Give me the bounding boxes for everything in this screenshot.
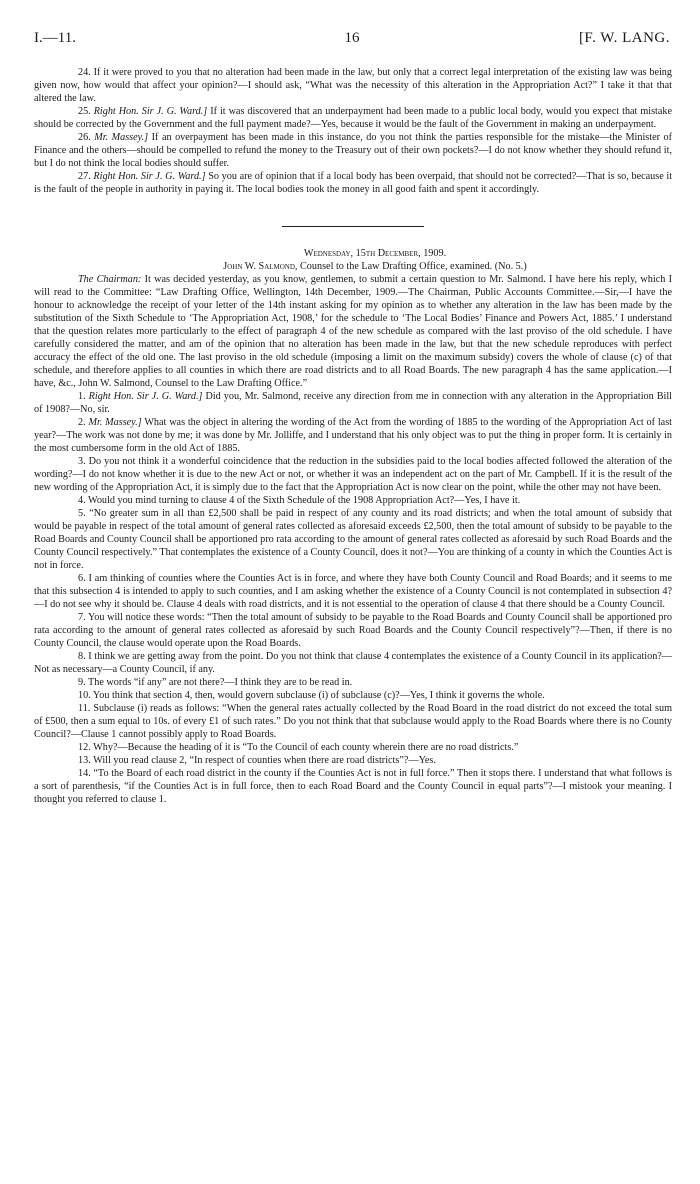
question-number: 27.: [78, 171, 91, 182]
question-paragraph: [34, 676, 672, 689]
question-text: If it were proved to you that no alteration had been made in the law, but only that a correct legal interpretation of the existing law was being given now, how would that affect your opinion?—I should ask, “What was the necessity of this alteration in the Appropriation Act?” I take it that that altered the law.: [34, 67, 672, 104]
witness-description: Counsel to the Law Drafting Office, examined. (No. 5.): [300, 261, 527, 272]
question-number: 14.: [78, 768, 91, 779]
question-text: Would you mind turning to clause 4 of the Sixth Schedule of the 1908 Appropriation Act?—Yes, I have it.: [88, 495, 521, 506]
question-paragraph: [34, 66, 672, 105]
question-text: Do you not think it a wonderful coincidence that the reduction in the subsidies paid to the local bodies affected followed the alteration of the wording?—I do not know whether it is due to the new Act or not, or whether it was an independent act on the part of Mr. Campbell. If it is the result of the new wording of the Appropriation Act, it is simply due to the fact that the Appropriation Act is now clear on the point, while the other may not have been.: [34, 456, 673, 493]
question-number: 11.: [78, 703, 91, 714]
question-text: If it was discovered that an underpayment had been made to a public local body, would you expect that mistake should be corrected by the Government and the full payment made?—Yes, because it would be the fault of the Government in making an underpayment.: [34, 106, 673, 130]
question-text: Did you, Mr. Salmond, receive any direction from me in connection with any alteration in the Appropriation Bill of 1908?—No, sir.: [34, 391, 673, 415]
question-text: I am thinking of counties where the Counties Act is in force, and where they have both County Council and Road Boards; and it seems to me that this subsection 4 is intended to apply to such counties, and I am asking whether the existence of a County Council is not contemplated in subsection 4?—I do not see why it should be. Clause 4 deals with road districts, and it is not essential to the operation of clause 4 that there should be a County Council.: [34, 573, 673, 610]
sitting-date-heading: Wednesday, 15th December, 1909.: [303, 248, 447, 259]
question-text: You will notice these words: “Then the total amount of subsidy to be payable to the Road Boards and County Council shall be apportioned pro rata according to the amount of general rates collected as aforesaid by such Road Boards and the County Council respectively”?—Then, if there is no County Council, the clause would operate upon the Road Boards.: [34, 612, 672, 649]
question-number: 26.: [78, 132, 91, 143]
question-text: Will you read clause 2, “In respect of counties when there are road districts”?—Yes.: [93, 755, 436, 766]
question-text: Why?—Because the heading of it is “To the Council of each county wherein there are no road districts.”: [93, 742, 519, 753]
question-paragraph: [34, 689, 672, 702]
question-number: 3.: [78, 456, 86, 467]
question-text: I think we are getting away from the point. Do you not think that clause 4 contemplates the existence of a County Council in its application?—Not as necessary—a County Council, if any.: [34, 651, 672, 675]
question-paragraph: [34, 507, 672, 572]
question-paragraph: [34, 131, 672, 170]
question-number: 12.: [78, 742, 91, 753]
question-text: “To the Board of each road district in the county if the Counties Act is not in full force.” Then it stops there. I understand that what follows is a sort of parenthesis, “if the Counties Act is in full force, then to each Road Board and the County Council in equal parts”?—I mistook your meaning. I thought you referred to clause 1.: [34, 768, 673, 805]
evidence-part-2: [34, 390, 672, 806]
question-number: 24.: [78, 67, 91, 78]
question-text: “No greater sum in all than £2,500 shall be paid in respect of any county and its road districts; and when the total amount of subsidy that would be payable in respect of the total amount of general rates collected as aforesaid exceeds £2,500, then the total amount of subsidy to be payable to the Road Boards and County Council shall be apportioned pro rata according to the amount of general rates collected as aforesaid by such Road Boards and the County Council respectively.” That contemplates the existence of a County Council, does it not?—You are thinking of a county in which the Counties Act is not in force.: [34, 508, 672, 571]
evidence-part-1: [34, 66, 672, 196]
speaker: Right Hon. Sir J. G. Ward.]: [88, 391, 203, 402]
question-number: 13.: [78, 755, 91, 766]
question-paragraph: [34, 170, 672, 196]
question-paragraph: [34, 455, 672, 494]
question-paragraph: [34, 754, 672, 767]
question-number: 2.: [78, 417, 86, 428]
question-text: The words “if any” are not there?—I think they are to be read in.: [88, 677, 353, 688]
question-paragraph: [34, 572, 672, 611]
question-paragraph: [34, 494, 672, 507]
question-number: 8.: [78, 651, 86, 662]
witness-name: John W. Salmond,: [223, 261, 298, 272]
question-text: Subclause (i) reads as follows: “When the general rates actually collected by the Road Board in the road district do not exceed the total sum of £500, then a sum equal to 10s. of every £1 of such rates.” Do you not think that that subclause would apply to the Road Boards where there is no County Council?—Clause 1 cannot possibly apply to Road Boards.: [34, 703, 672, 740]
question-paragraph: [34, 741, 672, 754]
question-paragraph: [34, 390, 672, 416]
speaker: Right Hon. Sir J. G. Ward.]: [93, 171, 206, 182]
question-number: 10.: [78, 690, 91, 701]
question-number: 7.: [78, 612, 86, 623]
question-text: It was decided yesterday, as you know, gentlemen, to submit a certain question to Mr. Salmond. I have here his reply, which I will read to the Committee: “Law Drafting Office, Wellington, 14th December, 1909.—The Chairman, Public Accounts Committee.—Sir,—I have the honour to acknowledge the receipt of your letter of the 14th instant asking for my opinion as to whether any alteration in the law has been made by the substitution of the Sixth Schedule to ‘The Appropriation Act, 1908,’ for the schedule to ‘The Local Bodies’ Finance and Powers Act, 1885.’ I understand that the question relates more particularly to the effect of paragraph 4 of the new schedule as compared with the last proviso of the old schedule. I have carefully considered the matter, and am of the opinion that no alteration has been made in the law, but that the new schedule reproduces with perfect accuracy the effect of the old one. The last proviso in the old schedule (imposing a limit on the maximum subsidy) covers the whole of clause (c) of that schedule, and therefore applies to all counties in which there are road districts and to all Road Boards. The new paragraph 4 has the same application.—I have, &c., John W. Salmond, Counsel to the Law Drafting Office.”: [34, 274, 673, 389]
question-paragraph: [34, 611, 672, 650]
chairman-intro: [34, 273, 672, 390]
question-number: 5.: [78, 508, 86, 519]
page-number: 16: [344, 30, 360, 46]
question-text: So you are of opinion that if a local body has been overpaid, that should not be corrected?—That is so, because it is the fault of the people in authority in paying it. The local bodies took the money in all good faith and spent it accordingly.: [34, 171, 673, 195]
question-paragraph: [34, 416, 672, 455]
question-number: 9.: [78, 677, 86, 688]
witness-line: [34, 260, 672, 273]
speaker: The Chairman:: [78, 274, 142, 285]
question-paragraph: [34, 105, 672, 131]
question-text: If an overpayment has been made in this instance, do you not think the parties responsible for the mistake—the Minister of Finance and the others—should be compelled to refund the money to the Treasury out of their own pockets?—I do not know whether they should refund it, but I do not think the local bodies should suffer.: [34, 132, 673, 169]
section-divider: [282, 226, 424, 227]
document-body: [34, 66, 672, 806]
speaker: Mr. Massey.]: [94, 132, 149, 143]
speaker: Right Hon. Sir J. G. Ward.]: [93, 106, 208, 117]
question-paragraph: [34, 650, 672, 676]
question-number: 6.: [78, 573, 86, 584]
question-paragraph: [34, 767, 672, 806]
question-text: What was the object in altering the wording of the Act from the wording of 1885 to the wording of the Appropriation Act of last year?—The work was not done by me; it was done by Mr. Jolliffe, and I understand that his only object was to put the thing in proper form. It is certainly in the most cumbersome form in the old Act of 1885.: [34, 417, 672, 454]
speaker: Mr. Massey.]: [88, 417, 142, 428]
question-paragraph: [34, 702, 672, 741]
question-text: You think that section 4, then, would govern subclause (i) of subclause (c)?—Yes, I think it governs the whole.: [92, 690, 545, 701]
page-header: [34, 30, 670, 50]
question-number: 25.: [78, 106, 91, 117]
witness-running-head: [F. W. LANG.: [578, 30, 670, 46]
question-number: 4.: [78, 495, 86, 506]
parliamentary-paper-number: I.—11.: [34, 30, 76, 46]
question-number: 1.: [78, 391, 86, 402]
